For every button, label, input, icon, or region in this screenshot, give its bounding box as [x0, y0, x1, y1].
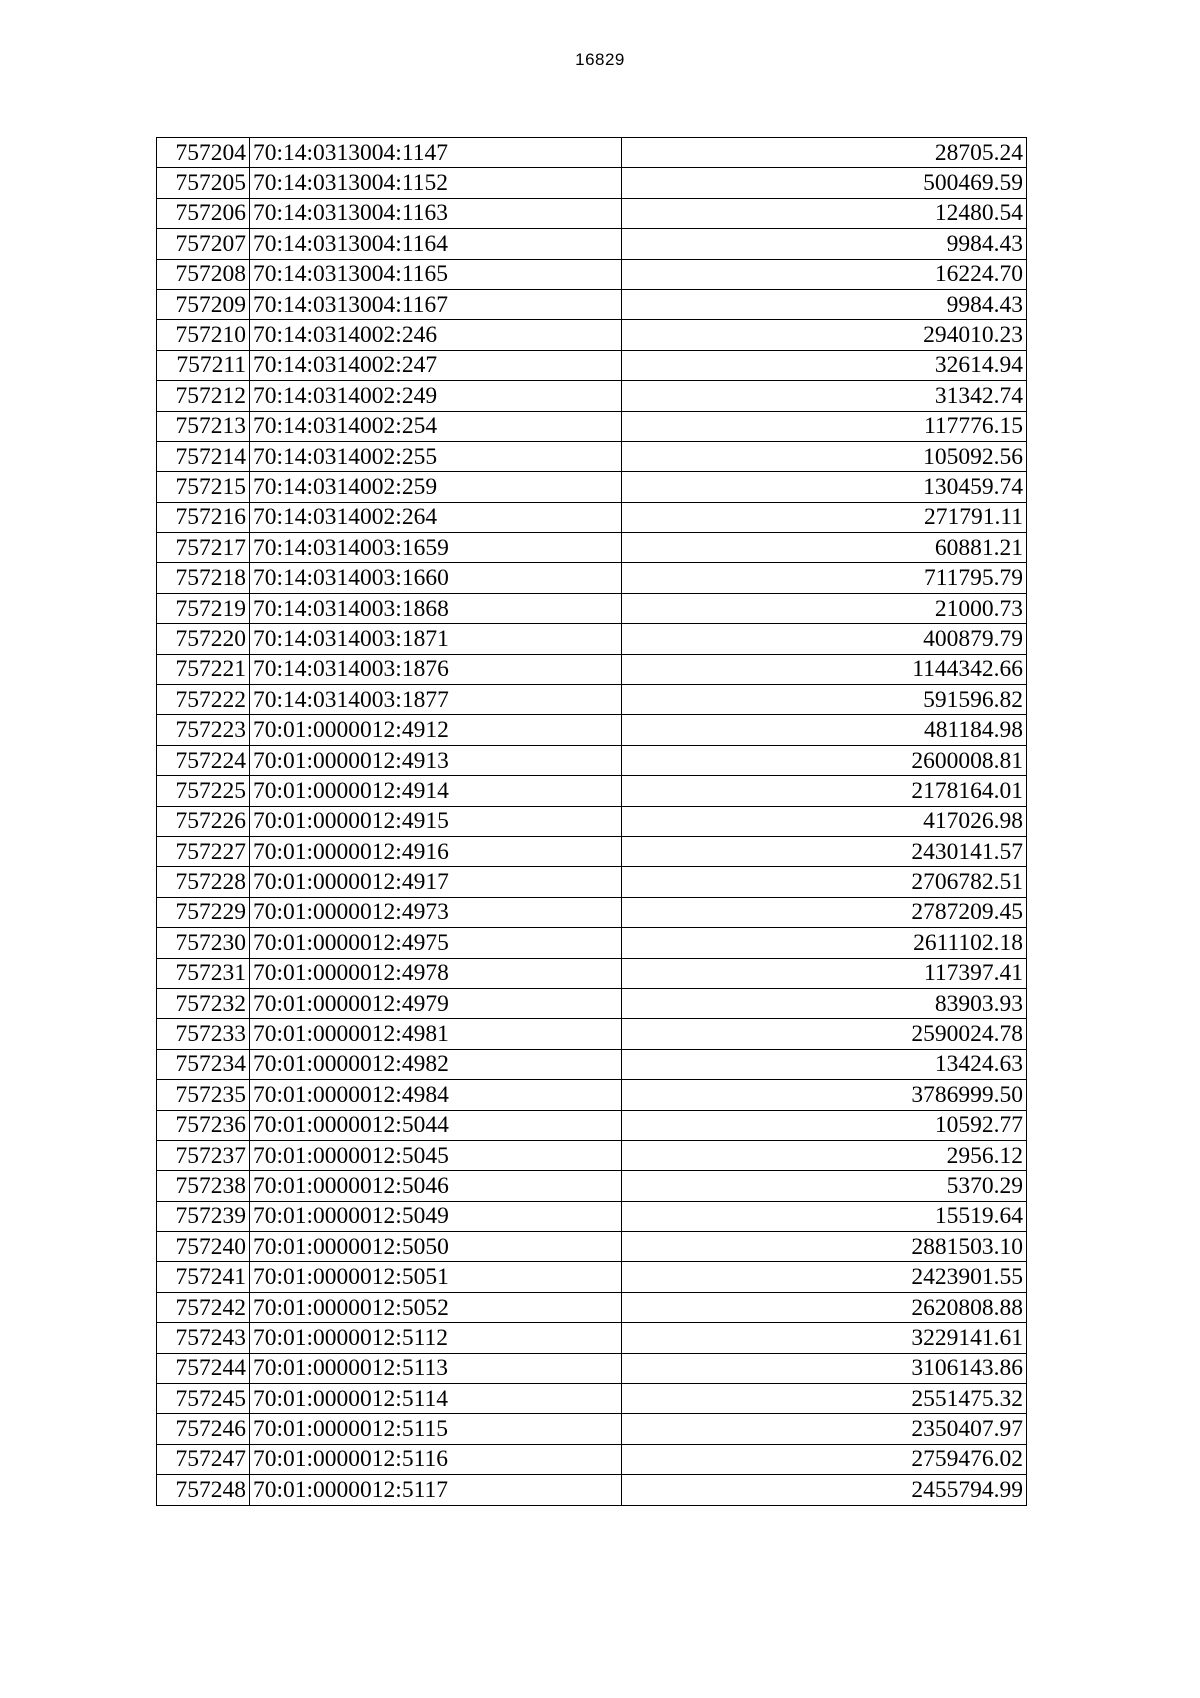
- cadastral-number-cell: 70:14:0314003:1660: [250, 563, 622, 593]
- row-number-cell: 757205: [157, 168, 250, 198]
- table-row: [157, 320, 1027, 350]
- row-number-cell: 757208: [157, 259, 250, 289]
- table-row: [157, 441, 1027, 471]
- table-row: [157, 350, 1027, 380]
- table-row: [157, 472, 1027, 502]
- cadastral-number-cell: 70:01:0000012:5114: [250, 1384, 622, 1414]
- cadastral-value-cell: 591596.82: [622, 685, 1027, 715]
- row-number-cell: 757224: [157, 745, 250, 775]
- cadastral-value-cell: 2706782.51: [622, 867, 1027, 897]
- cadastral-value-cell: 3106143.86: [622, 1353, 1027, 1383]
- row-number-cell: 757232: [157, 988, 250, 1018]
- row-number-cell: 757238: [157, 1171, 250, 1201]
- row-number-cell: 757212: [157, 381, 250, 411]
- row-number-cell: 757227: [157, 836, 250, 866]
- cadastral-number-cell: 70:14:0314002:249: [250, 381, 622, 411]
- cadastral-value-cell: 83903.93: [622, 988, 1027, 1018]
- cadastral-number-cell: 70:01:0000012:5112: [250, 1323, 622, 1353]
- cadastral-number-cell: 70:14:0314002:247: [250, 350, 622, 380]
- cadastral-value-cell: 9984.43: [622, 289, 1027, 319]
- cadastral-number-cell: 70:14:0314002:264: [250, 502, 622, 532]
- row-number-cell: 757230: [157, 928, 250, 958]
- row-number-cell: 757235: [157, 1080, 250, 1110]
- cadastral-number-cell: 70:14:0314003:1871: [250, 624, 622, 654]
- cadastral-value-cell: 10592.77: [622, 1110, 1027, 1140]
- cadastral-number-cell: 70:14:0313004:1163: [250, 198, 622, 228]
- cadastral-value-cell: 2787209.45: [622, 897, 1027, 927]
- cadastral-number-cell: 70:01:0000012:5050: [250, 1232, 622, 1262]
- cadastral-value-cell: 2178164.01: [622, 776, 1027, 806]
- cadastral-value-cell: 500469.59: [622, 168, 1027, 198]
- table-row: [157, 259, 1027, 289]
- cadastral-number-cell: 70:01:0000012:5116: [250, 1444, 622, 1474]
- cadastral-number-cell: 70:01:0000012:4917: [250, 867, 622, 897]
- cadastral-value-cell: 1144342.66: [622, 654, 1027, 684]
- cadastral-value-cell: 481184.98: [622, 715, 1027, 745]
- row-number-cell: 757209: [157, 289, 250, 319]
- table-row: [157, 715, 1027, 745]
- table-row: [157, 593, 1027, 623]
- row-number-cell: 757207: [157, 229, 250, 259]
- row-number-cell: 757241: [157, 1262, 250, 1292]
- cadastral-value-cell: 9984.43: [622, 229, 1027, 259]
- row-number-cell: 757206: [157, 198, 250, 228]
- table-row: [157, 198, 1027, 228]
- table-row: [157, 897, 1027, 927]
- cadastral-number-cell: 70:01:0000012:4979: [250, 988, 622, 1018]
- cadastral-value-cell: 2551475.32: [622, 1384, 1027, 1414]
- cadastral-number-cell: 70:14:0313004:1164: [250, 229, 622, 259]
- cadastral-number-cell: 70:14:0314002:254: [250, 411, 622, 441]
- table-row: [157, 958, 1027, 988]
- cadastral-value-cell: 105092.56: [622, 441, 1027, 471]
- cadastral-number-cell: 70:14:0314002:246: [250, 320, 622, 350]
- row-number-cell: 757244: [157, 1353, 250, 1383]
- cadastral-number-cell: 70:14:0314003:1876: [250, 654, 622, 684]
- cadastral-number-cell: 70:01:0000012:4913: [250, 745, 622, 775]
- cadastral-value-cell: 2881503.10: [622, 1232, 1027, 1262]
- table-row: [157, 1323, 1027, 1353]
- table-row: [157, 1444, 1027, 1474]
- row-number-cell: 757239: [157, 1201, 250, 1231]
- cadastral-number-cell: 70:01:0000012:4912: [250, 715, 622, 745]
- cadastral-value-cell: 2600008.81: [622, 745, 1027, 775]
- cadastral-number-cell: 70:01:0000012:4973: [250, 897, 622, 927]
- table-row: [157, 411, 1027, 441]
- cadastral-value-cell: 417026.98: [622, 806, 1027, 836]
- row-number-cell: 757226: [157, 806, 250, 836]
- cadastral-value-cell: 271791.11: [622, 502, 1027, 532]
- table-row: [157, 1292, 1027, 1322]
- table-row: [157, 867, 1027, 897]
- cadastral-value-cell: 117397.41: [622, 958, 1027, 988]
- row-number-cell: 757214: [157, 441, 250, 471]
- cadastral-value-cell: 31342.74: [622, 381, 1027, 411]
- row-number-cell: 757243: [157, 1323, 250, 1353]
- cadastral-number-cell: 70:14:0313004:1167: [250, 289, 622, 319]
- cadastral-value-cell: 2620808.88: [622, 1292, 1027, 1322]
- table-row: [157, 776, 1027, 806]
- table-row: [157, 1110, 1027, 1140]
- cadastral-number-cell: 70:14:0313004:1165: [250, 259, 622, 289]
- cadastral-number-cell: 70:14:0314003:1877: [250, 685, 622, 715]
- cadastral-number-cell: 70:01:0000012:5052: [250, 1292, 622, 1322]
- table-row: [157, 1019, 1027, 1049]
- cadastral-value-cell: 12480.54: [622, 198, 1027, 228]
- table-row: [157, 229, 1027, 259]
- table-row: [157, 533, 1027, 563]
- cadastral-number-cell: 70:01:0000012:5044: [250, 1110, 622, 1140]
- table-row: [157, 1414, 1027, 1444]
- cadastral-value-cell: 21000.73: [622, 593, 1027, 623]
- table-row: [157, 1262, 1027, 1292]
- row-number-cell: 757221: [157, 654, 250, 684]
- row-number-cell: 757218: [157, 563, 250, 593]
- cadastral-number-cell: 70:14:0314003:1659: [250, 533, 622, 563]
- cadastral-number-cell: 70:14:0314002:255: [250, 441, 622, 471]
- cadastral-number-cell: 70:01:0000012:5046: [250, 1171, 622, 1201]
- table-row: [157, 1232, 1027, 1262]
- row-number-cell: 757236: [157, 1110, 250, 1140]
- row-number-cell: 757246: [157, 1414, 250, 1444]
- cadastral-value-cell: 2759476.02: [622, 1444, 1027, 1474]
- table-row: [157, 1080, 1027, 1110]
- cadastral-value-cell: 3229141.61: [622, 1323, 1027, 1353]
- table-body: [157, 138, 1027, 1506]
- cadastral-number-cell: 70:14:0313004:1147: [250, 138, 622, 168]
- cadastral-value-cell: 2430141.57: [622, 836, 1027, 866]
- cadastral-number-cell: 70:01:0000012:4984: [250, 1080, 622, 1110]
- cadastral-number-cell: 70:01:0000012:4978: [250, 958, 622, 988]
- row-number-cell: 757233: [157, 1019, 250, 1049]
- table-row: [157, 654, 1027, 684]
- row-number-cell: 757234: [157, 1049, 250, 1079]
- table-row: [157, 563, 1027, 593]
- cadastral-value-cell: 28705.24: [622, 138, 1027, 168]
- cadastral-value-cell: 130459.74: [622, 472, 1027, 502]
- cadastral-value-cell: 2611102.18: [622, 928, 1027, 958]
- cadastral-number-cell: 70:14:0314002:259: [250, 472, 622, 502]
- table-row: [157, 1384, 1027, 1414]
- row-number-cell: 757248: [157, 1475, 250, 1505]
- row-number-cell: 757247: [157, 1444, 250, 1474]
- cadastral-number-cell: 70:01:0000012:4914: [250, 776, 622, 806]
- table-row: [157, 928, 1027, 958]
- cadastral-number-cell: 70:01:0000012:5051: [250, 1262, 622, 1292]
- table-row: [157, 1049, 1027, 1079]
- row-number-cell: 757237: [157, 1140, 250, 1170]
- row-number-cell: 757217: [157, 533, 250, 563]
- row-number-cell: 757245: [157, 1384, 250, 1414]
- cadastral-value-cell: 5370.29: [622, 1171, 1027, 1201]
- table-row: [157, 502, 1027, 532]
- cadastral-number-cell: 70:01:0000012:4975: [250, 928, 622, 958]
- row-number-cell: 757231: [157, 958, 250, 988]
- row-number-cell: 757240: [157, 1232, 250, 1262]
- table-row: [157, 1201, 1027, 1231]
- cadastral-value-cell: 13424.63: [622, 1049, 1027, 1079]
- cadastral-value-table: [156, 137, 1027, 1506]
- table-row: [157, 988, 1027, 1018]
- cadastral-value-cell: 117776.15: [622, 411, 1027, 441]
- table-row: [157, 1171, 1027, 1201]
- cadastral-number-cell: 70:01:0000012:5049: [250, 1201, 622, 1231]
- table-row: [157, 289, 1027, 319]
- cadastral-number-cell: 70:01:0000012:4981: [250, 1019, 622, 1049]
- table-row: [157, 138, 1027, 168]
- cadastral-number-cell: 70:01:0000012:5115: [250, 1414, 622, 1444]
- cadastral-value-cell: 2590024.78: [622, 1019, 1027, 1049]
- cadastral-value-cell: 711795.79: [622, 563, 1027, 593]
- row-number-cell: 757210: [157, 320, 250, 350]
- cadastral-value-cell: 2956.12: [622, 1140, 1027, 1170]
- row-number-cell: 757219: [157, 593, 250, 623]
- table-row: [157, 836, 1027, 866]
- cadastral-value-cell: 3786999.50: [622, 1080, 1027, 1110]
- table-row: [157, 685, 1027, 715]
- cadastral-value-cell: 60881.21: [622, 533, 1027, 563]
- cadastral-value-cell: 16224.70: [622, 259, 1027, 289]
- cadastral-number-cell: 70:01:0000012:4915: [250, 806, 622, 836]
- cadastral-number-cell: 70:14:0313004:1152: [250, 168, 622, 198]
- row-number-cell: 757228: [157, 867, 250, 897]
- row-number-cell: 757204: [157, 138, 250, 168]
- table-row: [157, 745, 1027, 775]
- cadastral-number-cell: 70:01:0000012:5045: [250, 1140, 622, 1170]
- row-number-cell: 757213: [157, 411, 250, 441]
- row-number-cell: 757216: [157, 502, 250, 532]
- cadastral-number-cell: 70:01:0000012:4916: [250, 836, 622, 866]
- cadastral-value-cell: 2423901.55: [622, 1262, 1027, 1292]
- cadastral-value-cell: 400879.79: [622, 624, 1027, 654]
- cadastral-value-cell: 2350407.97: [622, 1414, 1027, 1444]
- row-number-cell: 757242: [157, 1292, 250, 1322]
- table-row: [157, 806, 1027, 836]
- row-number-cell: 757225: [157, 776, 250, 806]
- table-row: [157, 1353, 1027, 1383]
- table-row: [157, 1140, 1027, 1170]
- cadastral-number-cell: 70:01:0000012:5113: [250, 1353, 622, 1383]
- cadastral-number-cell: 70:01:0000012:4982: [250, 1049, 622, 1079]
- table-row: [157, 1475, 1027, 1505]
- row-number-cell: 757229: [157, 897, 250, 927]
- cadastral-number-cell: 70:14:0314003:1868: [250, 593, 622, 623]
- table-row: [157, 624, 1027, 654]
- row-number-cell: 757220: [157, 624, 250, 654]
- cadastral-value-cell: 15519.64: [622, 1201, 1027, 1231]
- cadastral-value-cell: 32614.94: [622, 350, 1027, 380]
- table-row: [157, 381, 1027, 411]
- row-number-cell: 757222: [157, 685, 250, 715]
- row-number-cell: 757223: [157, 715, 250, 745]
- row-number-cell: 757215: [157, 472, 250, 502]
- cadastral-number-cell: 70:01:0000012:5117: [250, 1475, 622, 1505]
- cadastral-value-cell: 294010.23: [622, 320, 1027, 350]
- cadastral-value-cell: 2455794.99: [622, 1475, 1027, 1505]
- page-number: 16829: [575, 50, 625, 69]
- row-number-cell: 757211: [157, 350, 250, 380]
- table-row: [157, 168, 1027, 198]
